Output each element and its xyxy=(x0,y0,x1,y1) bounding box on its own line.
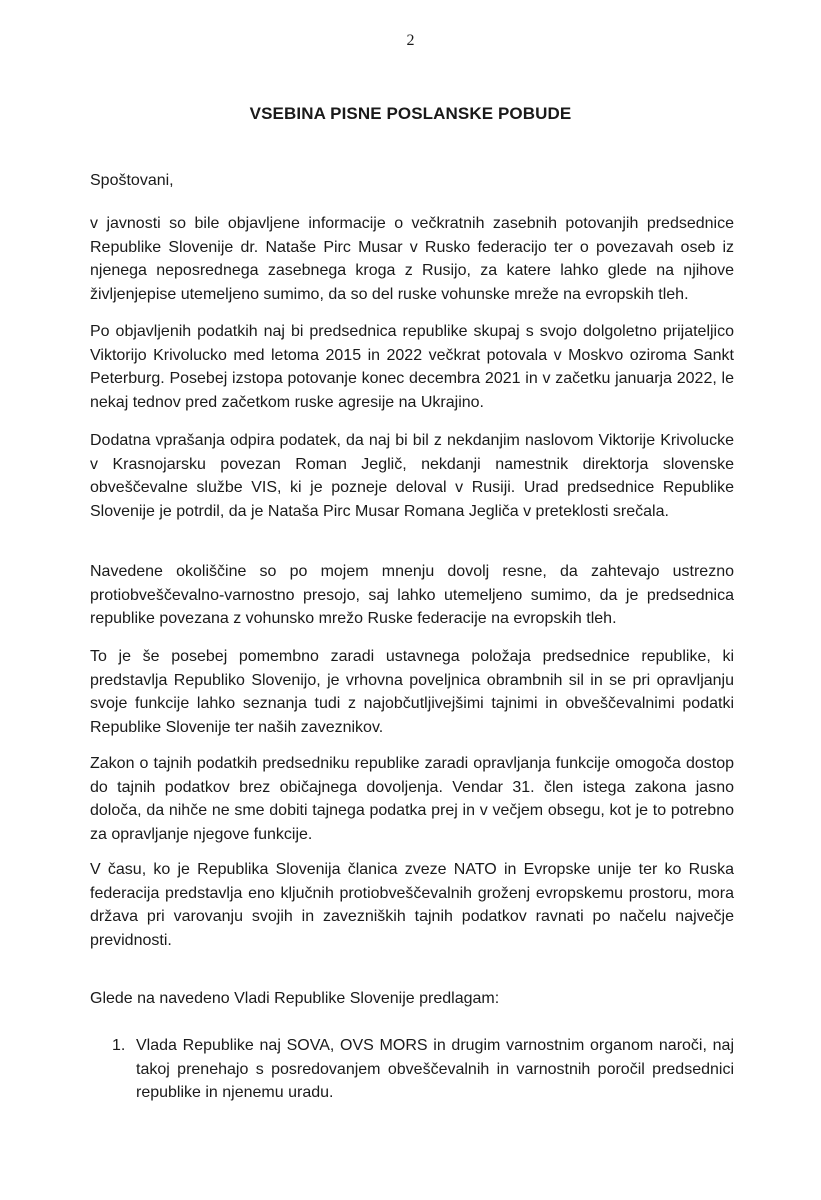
paragraph-intro: v javnosti so bile objavljene informacije o večkratnih zasebnih potovanjih predsednice Republike Slovenije dr. Nataše Pirc Musar v Rusko federacijo ter o povezavah oseb iz njenega neposrednega zasebnega kroga z Rusijo, za katere lahko glede na njihove življenjepise utemeljeno sumimo, da so del ruske vohunske mreže na evropskih tleh. xyxy=(90,215,734,303)
paragraph-travel: Po objavljenih podatkih naj bi predsednica republike skupaj s svojo dolgoletno prijateljico Viktorijo Krivolucko med letoma 2015 in 2022 večkrat potovala v Moskvo oziroma Sankt Peterburg. Posebej izstopa potovanje konec decembra 2021 in v začetku januarja 2022, le nekaj tednov pred začetkom ruske agresije na Ukrajino. xyxy=(90,323,734,411)
proposal-list xyxy=(90,1034,734,1105)
list-item-number: 1. xyxy=(112,1037,126,1054)
document-title: VSEBINA PISNE POSLANSKE POBUDE xyxy=(249,104,572,123)
page-number: 2 xyxy=(406,32,415,49)
paragraph-jeglic: Dodatna vprašanja odpira podatek, da naj bi bil z nekdanjim naslovom Viktorije Krivolucke v Krasnojarsku povezan Roman Jeglič, nekdanji namestnik direktorja slovenske obveščevalne službe VIS, ki je pozneje deloval v Rusiji. Urad predsednice Republike Slovenije je potrdil, da je Nataša Pirc Musar Romana Jegliča v preteklosti srečala. xyxy=(90,432,734,520)
paragraph-nato-context: V času, ko je Republika Slovenija članica zveze NATO in Evropske unije ter ko Ruska federacija predstavlja eno ključnih protiobveščevalnih groženj evropskemu prostoru, mora država pri varovanju svojih in zavezniških tajnih podatkov ravnati po načelu največje previdnosti. xyxy=(90,861,734,949)
paragraph-constitutional-role: To je še posebej pomembno zaradi ustavnega položaja predsednice republike, ki predstavlja Republiko Slovenijo, je vrhovna poveljnica obrambnih sil in se pri opravljanju svoje funkcije lahko seznanja tudi z najobčutljivejšimi tajnimi in obveščevalnimi podatki Republike Slovenije ter naših zaveznikov. xyxy=(90,648,734,736)
paragraph-classified-law: Zakon o tajnih podatkih predsedniku republike zaradi opravljanja funkcije omogoča dostop do tajnih podatkov brez običajnega dovoljenja. Vendar 31. člen istega zakona jasno določa, da nihče ne sme dobiti tajnega podatka prej in v večjem obsegu, kot je to potrebno za opravljanje njegove funkcije. xyxy=(90,755,734,843)
list-item xyxy=(90,1034,734,1105)
proposal-lead: Glede na navedeno Vladi Republike Slovenije predlagam: xyxy=(90,990,500,1007)
salutation: Spoštovani, xyxy=(90,172,174,189)
paragraph-assessment: Navedene okoliščine so po mojem mnenju dovolj resne, da zahtevajo ustrezno protiobveščevalno-varnostno presojo, saj lahko utemeljeno sumimo, da je predsednica republike povezana z vohunsko mrežo Ruske federacije na evropskih tleh. xyxy=(90,563,734,627)
list-item-text: Vlada Republike naj SOVA, OVS MORS in drugim varnostnim organom naroči, naj takoj prenehajo s posredovanjem obveščevalnih in varnostnih poročil predsednici republike in njenemu uradu. xyxy=(136,1037,734,1101)
